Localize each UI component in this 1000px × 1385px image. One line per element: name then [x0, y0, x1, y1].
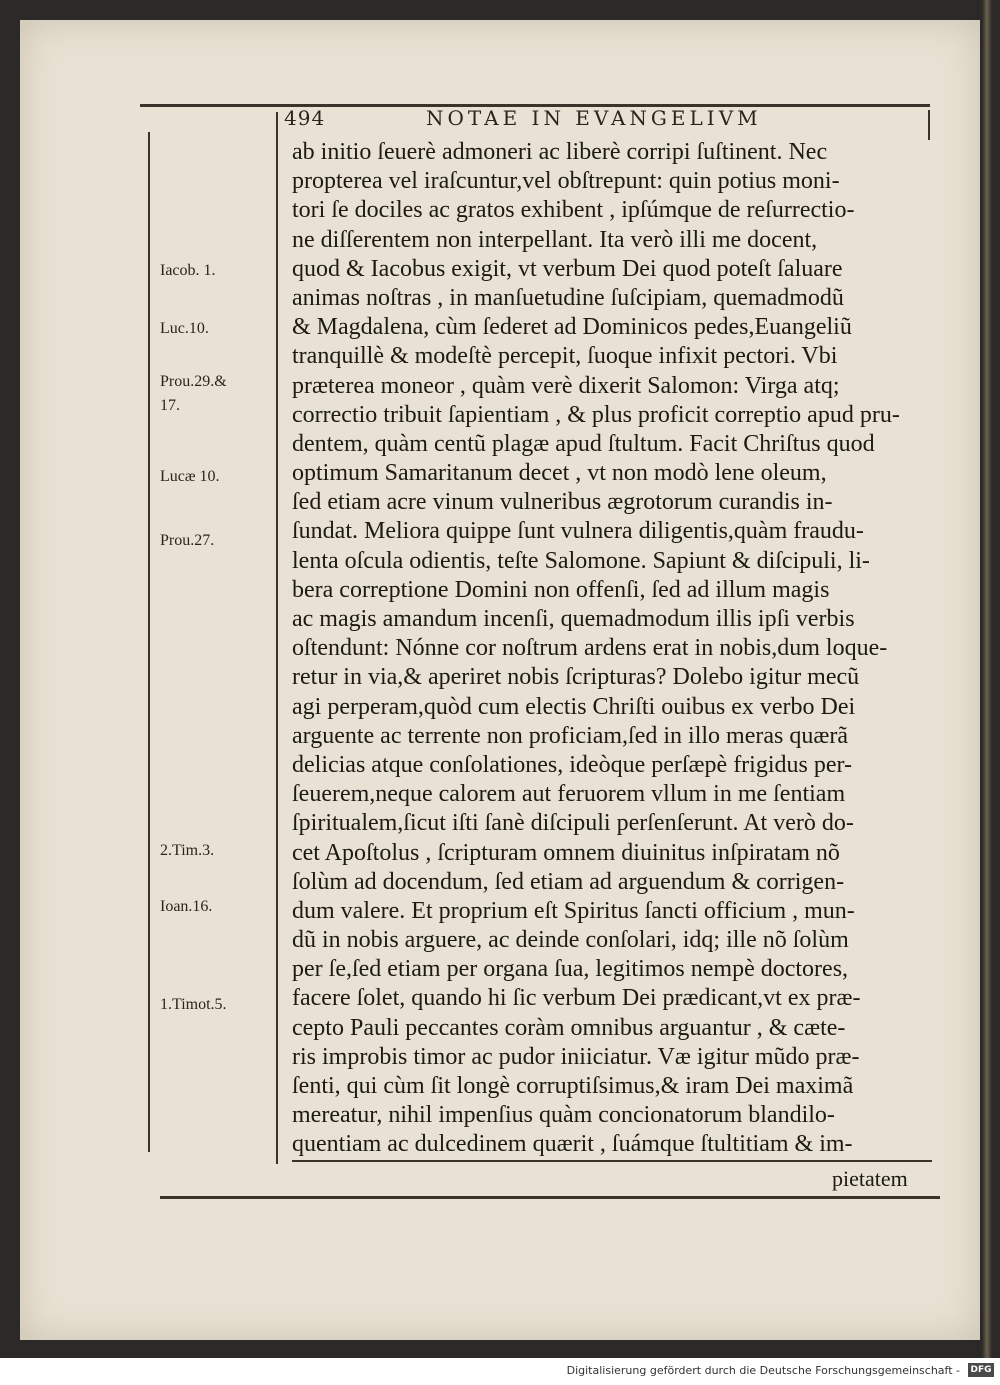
dfg-logo: DFG [968, 1363, 994, 1377]
marginal-note: 17. [160, 397, 180, 414]
catchword: pietatem [832, 1166, 908, 1191]
text-line: cet Apoſtolus , ſcripturam omnem diuinitus inſpiratam nõ [292, 839, 840, 866]
text-line: animas noſtras , in manſuetudine ſuſcipiam, quemadmodũ [292, 284, 844, 311]
text-line: ne diſſerentem non interpellant. Ita verò illi me docent, [292, 226, 818, 253]
text-bottom-rule [292, 1160, 932, 1162]
outer-margin-rule [148, 132, 150, 1152]
text-line: optimum Samaritanum decet , vt non modò lene oleum, [292, 460, 827, 487]
text-line: mereatur, nihil impenſius quàm concionatorum blandilo- [292, 1102, 835, 1129]
text-line: cepto Pauli peccantes coràm omnibus arguantur , & cæte- [292, 1014, 846, 1041]
marginal-note: Prou.29.& [160, 373, 227, 390]
margin-rule [276, 134, 278, 1164]
text-line: correctio tribuit ſapientiam , & plus proficit correptio apud pru- [292, 401, 900, 428]
marginal-note: Prou.27. [160, 532, 215, 549]
text-line: ac magis amandum incenſi, quemadmodum illis ipſi verbis [292, 606, 855, 632]
marginal-note: Lucæ 10. [160, 468, 220, 485]
text-line: ab initio ſeuerè admoneri ac liberè corripi ſuſtinent. Nec [292, 139, 828, 165]
marginal-note: 2.Tim.3. [160, 842, 215, 859]
text-line: dũ in nobis arguere, ac deinde conſolari, idq; ille nõ ſolùm [292, 927, 849, 954]
text-line: ſed etiam acre vinum vulneribus ægrotorum curandis in- [292, 489, 833, 516]
text-line: & Magdalena, cùm ſederet ad Dominicos pedes,Euangeliũ [292, 314, 852, 341]
text-line: præterea moneor , quàm verè dixerit Salomon: Virga atq; [292, 372, 840, 399]
text-line: facere ſolet, quando hi ſic verbum Dei prædicant,vt ex præ- [292, 985, 861, 1012]
text-line: oſtendunt: Nónne cor noſtrum ardens erat in nobis,dum loque- [292, 635, 888, 662]
text-line: propterea vel iraſcuntur,vel obſtrepunt: quin potius moni- [292, 168, 840, 195]
text-line: ſpiritualem,ſicut iſti ſanè diſcipuli perſenſerunt. At verò do- [292, 810, 854, 837]
right-tick [928, 110, 930, 140]
page-bottom-rule [160, 1196, 940, 1199]
marginal-note: Iacob. 1. [160, 262, 216, 279]
text-line: ſundat. Meliora quippe ſunt vulnera diligentis,quàm fraudu- [292, 518, 864, 545]
text-line: quentiam ac dulcedinem quærit , ſuámque ſtultitiam & im- [292, 1131, 853, 1158]
text-line: retur in via,& aperiret nobis ſcripturas? Dolebo igitur mecũ [292, 664, 860, 691]
text-line: arguente ac terrente non proficiam,ſed in illo meras quærã [292, 722, 849, 749]
text-line: tranquillè & modeſtè percepit, ſuoque infixit pectori. Vbi [292, 343, 838, 370]
text-line: lenta oſcula odientis, teſte Salomone. Sapiunt & diſcipuli, li- [292, 547, 870, 574]
page-number: 494 [284, 106, 326, 130]
text-line: dentem, quàm centũ plagæ apud ſtultum. Facit Chriſtus quod [292, 430, 875, 457]
text-line: ſeuerem,neque calorem aut feruorem vllum in me ſentiam [292, 781, 846, 808]
funding-credit: Digitalisierung gefördert durch die Deutsche Forschungsgemeinschaft - [566, 1364, 960, 1377]
text-line: bera correptione Domini non offenſi, ſed ad illum magis [292, 576, 830, 603]
book-edge [982, 0, 992, 1358]
body-text [292, 138, 932, 1160]
footer-bar [0, 1358, 1000, 1385]
running-title: NOTAE IN EVANGELIVM [426, 106, 762, 130]
running-head [284, 106, 924, 132]
text-line: agi perperam,quòd cum electis Chriſti ouibus ex verbo Dei [292, 693, 856, 720]
text-line: dum valere. Et proprium eſt Spiritus ſancti officium , mun- [292, 897, 855, 924]
marginal-note: 1.Timot.5. [160, 996, 227, 1013]
text-line: ris improbis timor ac pudor iniiciatur. Væ igitur mũdo præ- [292, 1043, 860, 1070]
text-line: quod & Iacobus exigit, vt verbum Dei quod poteſt ſaluare [292, 255, 843, 282]
marginal-note: Ioan.16. [160, 898, 213, 915]
text-line: delicias atque conſolationes, ideòque perſæpè frigidus per- [292, 751, 853, 778]
marginal-note: Luc.10. [160, 320, 209, 337]
text-line: ſolùm ad docendum, ſed etiam ad arguendum & corrigen- [292, 868, 845, 895]
header-tick [276, 112, 278, 134]
text-line: ſenti, qui cùm ſit longè corruptiſsimus,& iram Dei maximã [292, 1073, 854, 1099]
text-line: tori ſe dociles ac gratos exhibent , ipſúmque de reſurrectio- [292, 197, 855, 224]
text-line: per ſe,ſed etiam per organa ſua, legitimos nempè doctores, [292, 956, 849, 983]
